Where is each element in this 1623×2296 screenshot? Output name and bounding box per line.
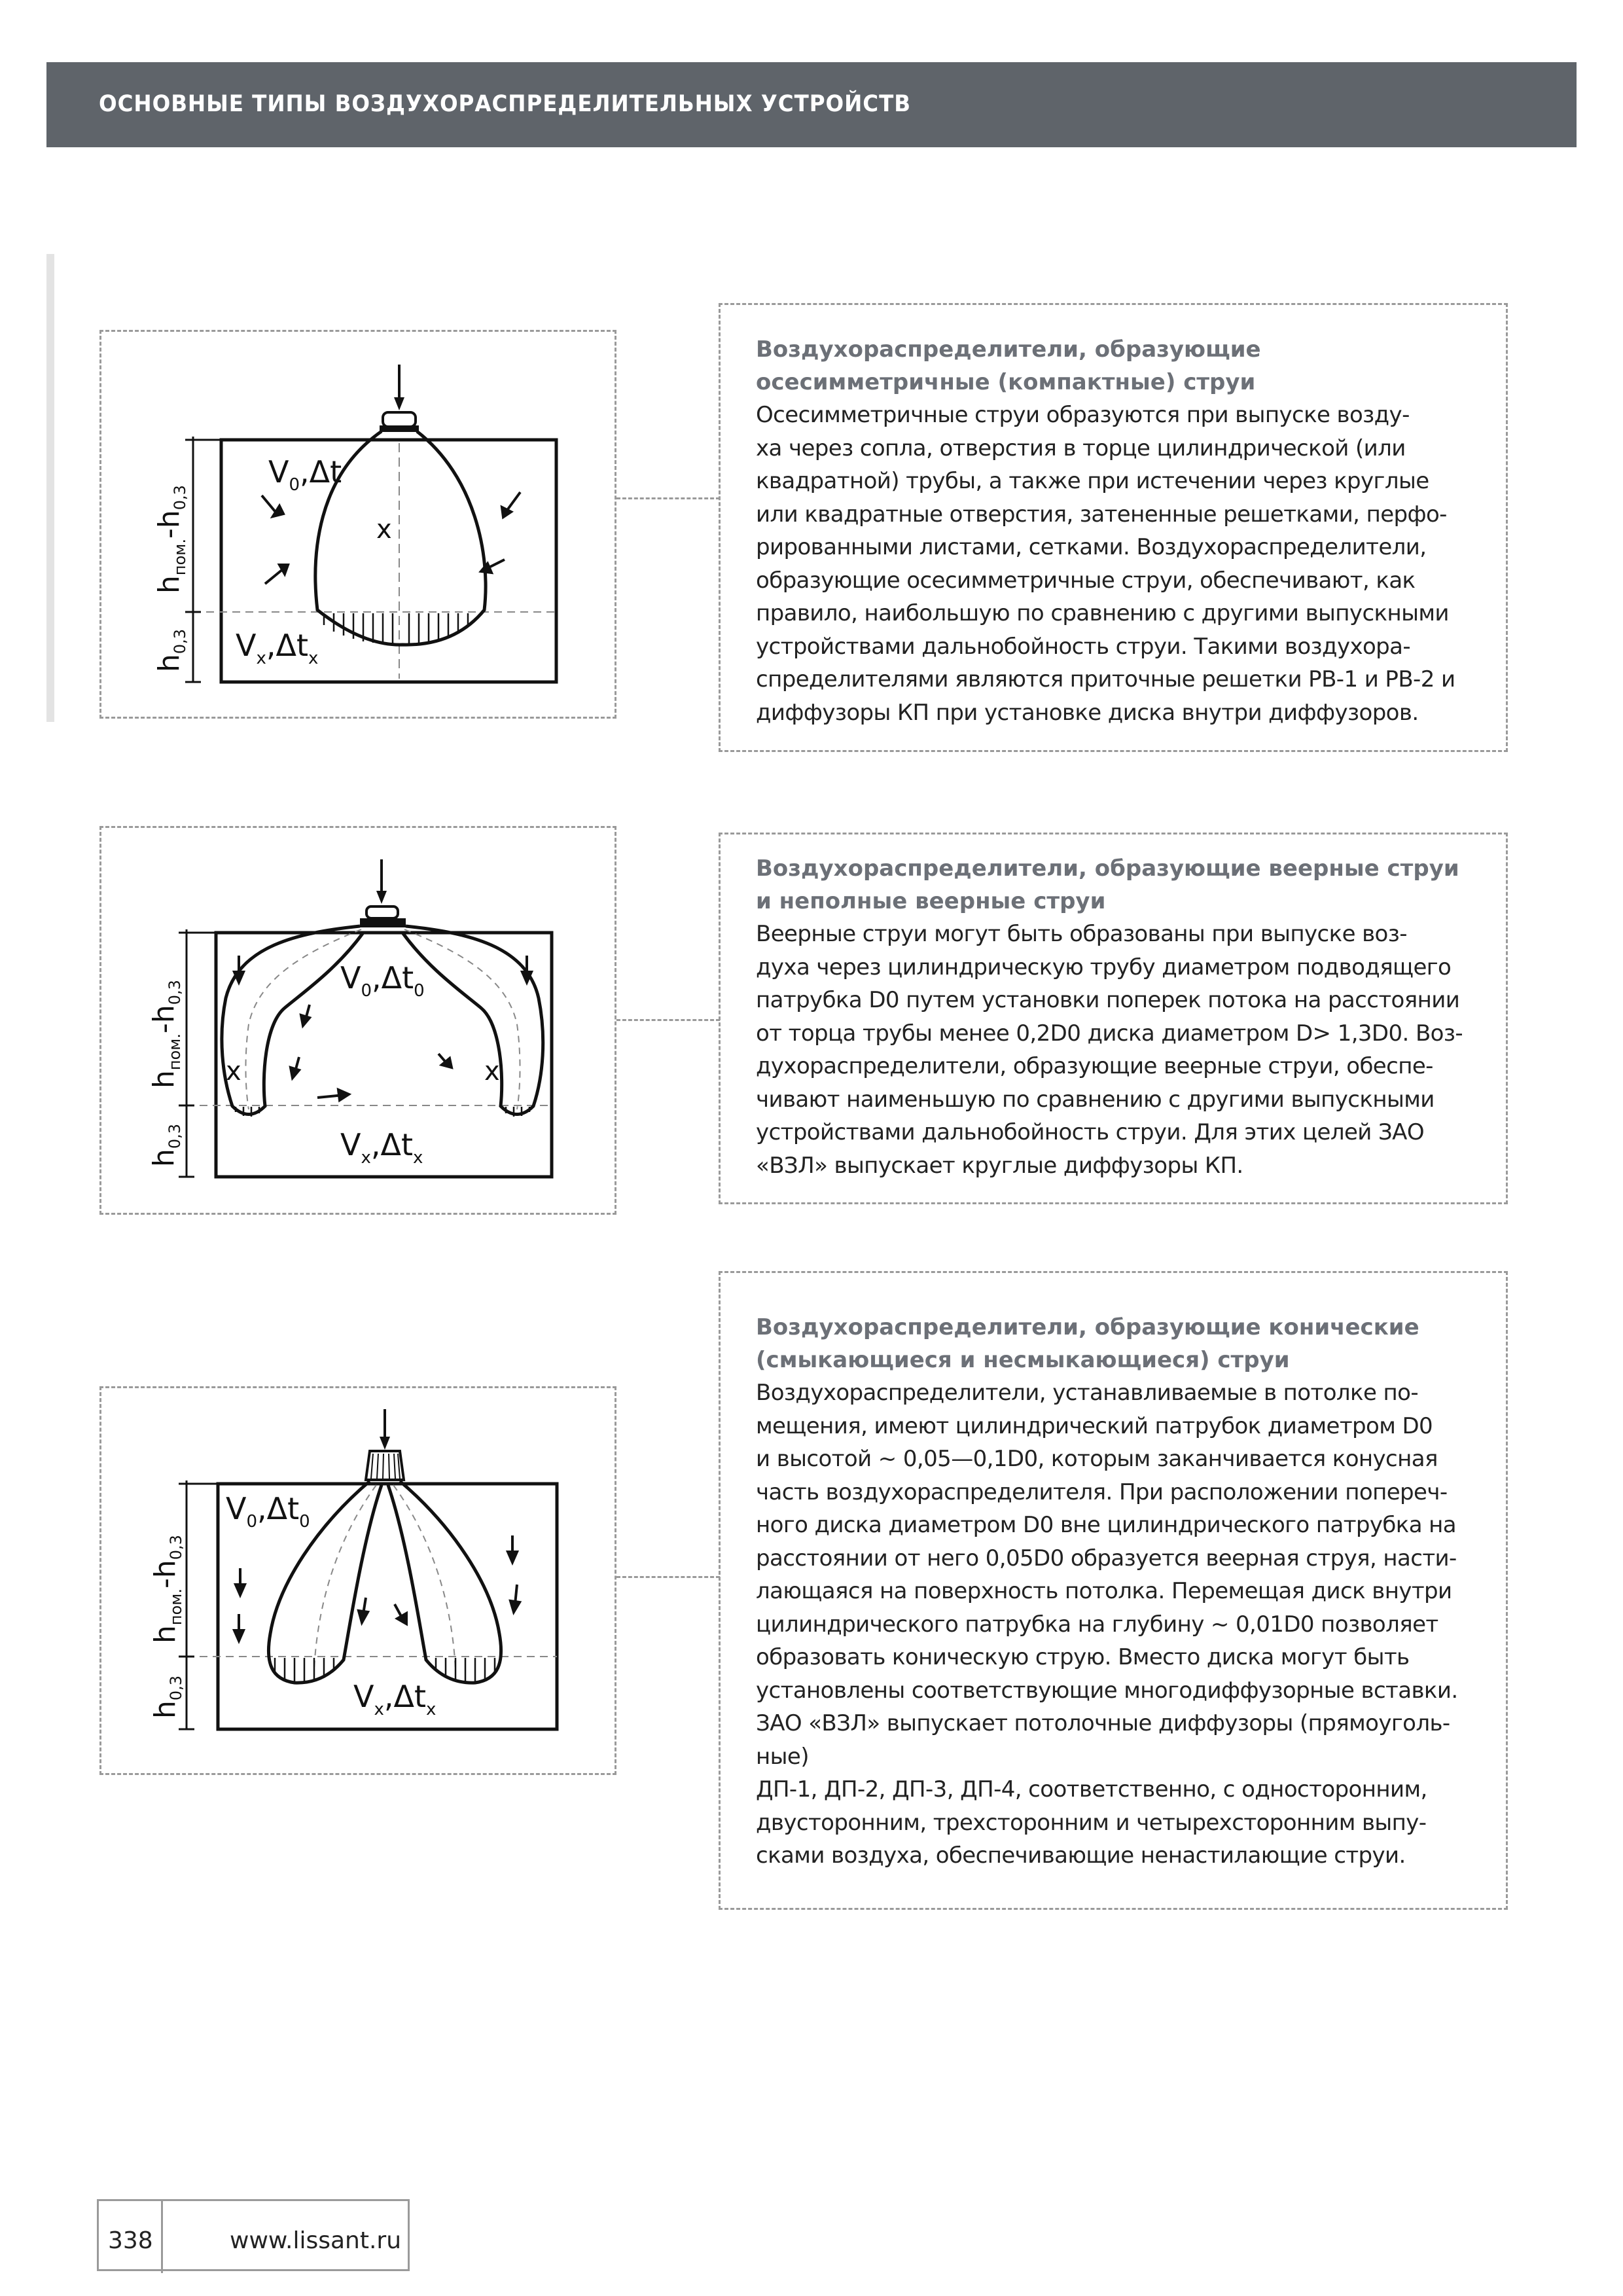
connector-1 bbox=[616, 497, 720, 499]
text-box-conical-jet bbox=[719, 1271, 1508, 1910]
section-body: Осесимметричные струи образуются при выпуске возду- ха через сопла, отверстия в торце цилиндрической (или квадратной) трубы, а также при истечении через круглые или квадратные отверстия, затененные решетками, перфо- рированными листами, сетками. Воздухораспределители, образующие осесимметричные струи, обеспечивают, как правило, наибольшую по сравнению с другими выпускными устройствами дальнобойность струи. Такими воздухора- спределителями являются приточные решетки РВ-1 и РВ-2 и диффузоры КП при установке диска внутри диффузоров. bbox=[756, 402, 1455, 726]
section-title: и неполные веерные струи bbox=[756, 888, 1106, 914]
working-velocity-label: $V_x,\Delta t_x$ bbox=[353, 1679, 437, 1719]
working-velocity-label: $V_x,\Delta t_x$ bbox=[340, 1127, 423, 1168]
section-title: (смыкающиеся и несмыкающиеся) струи bbox=[756, 1347, 1290, 1373]
connector-2 bbox=[616, 1019, 720, 1021]
height-upper-label: $h_{пом.}-h_{0,3}$ bbox=[152, 485, 189, 594]
section-title: Воздухораспределители, образующие веерные струи bbox=[756, 855, 1459, 882]
diagram-3-svg bbox=[101, 1388, 618, 1777]
point-x-right: x bbox=[484, 1056, 500, 1086]
diffuser bbox=[366, 906, 398, 918]
connector-3 bbox=[616, 1576, 720, 1578]
height-lower-label: $h_{0,3}$ bbox=[147, 1123, 184, 1167]
point-x-label: x bbox=[376, 514, 392, 545]
header-band bbox=[46, 62, 1577, 147]
height-upper-label: $h_{пом.}-h_{0,3}$ bbox=[149, 1535, 185, 1643]
diagram-axisymmetric-jet bbox=[99, 330, 616, 719]
dimension-lines bbox=[179, 929, 219, 1177]
section-body: Воздухораспределители, устанавливаемые в потолке по- мещения, имеют цилиндрический патрубок диаметром D0 и высотой ~ 0,05—0,1D0, которым заканчивается конусная часть воздухораспределителя. При расположении попереч- ного диска диаметром D0 вне цилиндрического патрубка на расстоянии от него 0,05D0 образуется веерная струя, насти- лающаяся на поверхность потолка. Перемещая диск внутри цилиндрического патрубка на глубину ~ 0,01D0 позволяет образовать коническую струю. Вместо диска могут быть установлены соответствующие многодиффузорные вставки. ЗАО «ВЗЛ» выпускает потолочные диффузоры (прямоуголь- ные) ДП-1, ДП-2, ДП-3, ДП-4, соответственно, с односторонним, двусторонним, трехсторонним и четырехсторонним выпу- сками воздуха, обеспечивающие ненастилающие струи. bbox=[756, 1380, 1458, 1869]
circulation-arrows bbox=[234, 1535, 520, 1641]
page-title: ОСНОВНЫЕ ТИПЫ ВОЗДУХОРАСПРЕДЕЛИТЕЛЬНЫХ УСТРОЙСТВ bbox=[99, 91, 911, 117]
height-lower-label: $h_{0,3}$ bbox=[152, 628, 189, 672]
diagram-1-svg bbox=[101, 332, 618, 721]
height-lower-label: $h_{0,3}$ bbox=[149, 1675, 185, 1719]
section-title: осесимметричные (компактные) струи bbox=[756, 369, 1256, 395]
diagram-fan-jet bbox=[99, 826, 616, 1215]
page-number: 338 bbox=[108, 2227, 153, 2254]
initial-velocity-label: $V_0,\Delta t_0$ bbox=[340, 960, 425, 1001]
left-jet-contour bbox=[222, 926, 363, 1115]
section-body: Веерные струи могут быть образованы при выпуске воз- духа через цилиндрическую трубу диаметром подводящего патрубка D0 путем установки поперек потока на расстоянии от торца трубы менее 0,2D0 диска диаметром D> 1,3D0. Воз- духораспределители, образующие веерные струи, обеспе- чивают наименьшую по сравнению с другими выпускными устройствами дальнобойность струи. Для этих целей ЗАО «ВЗЛ» выпускает круглые диффузоры КП. bbox=[756, 921, 1463, 1179]
initial-velocity-label: $V_0,\Delta t_0$ bbox=[226, 1491, 310, 1532]
point-x-left: x bbox=[226, 1056, 241, 1086]
diagram-conical-jet bbox=[99, 1386, 616, 1775]
right-jet-contour bbox=[388, 1481, 501, 1683]
website-link[interactable]: www.lissant.ru bbox=[230, 2227, 402, 2254]
side-decoration-strip bbox=[46, 254, 54, 722]
jet-hatch bbox=[236, 1107, 529, 1117]
footer bbox=[97, 2199, 410, 2271]
section-title: Воздухораспределители, образующие конические bbox=[756, 1314, 1419, 1340]
right-jet-contour bbox=[402, 926, 543, 1115]
text-box-fan-jet bbox=[719, 833, 1508, 1204]
section-title: Воздухораспределители, образующие bbox=[756, 336, 1261, 363]
nozzle bbox=[383, 412, 416, 427]
footer-divider bbox=[161, 2201, 163, 2273]
diagram-2-svg bbox=[101, 828, 618, 1217]
working-velocity-label: $V_x,\Delta t_x$ bbox=[236, 628, 319, 668]
initial-velocity-label: $V_0,\Delta t$ bbox=[268, 454, 342, 495]
text-box-axisymmetric bbox=[719, 303, 1508, 752]
height-upper-label: $h_{пом.}-h_{0,3}$ bbox=[147, 980, 184, 1088]
